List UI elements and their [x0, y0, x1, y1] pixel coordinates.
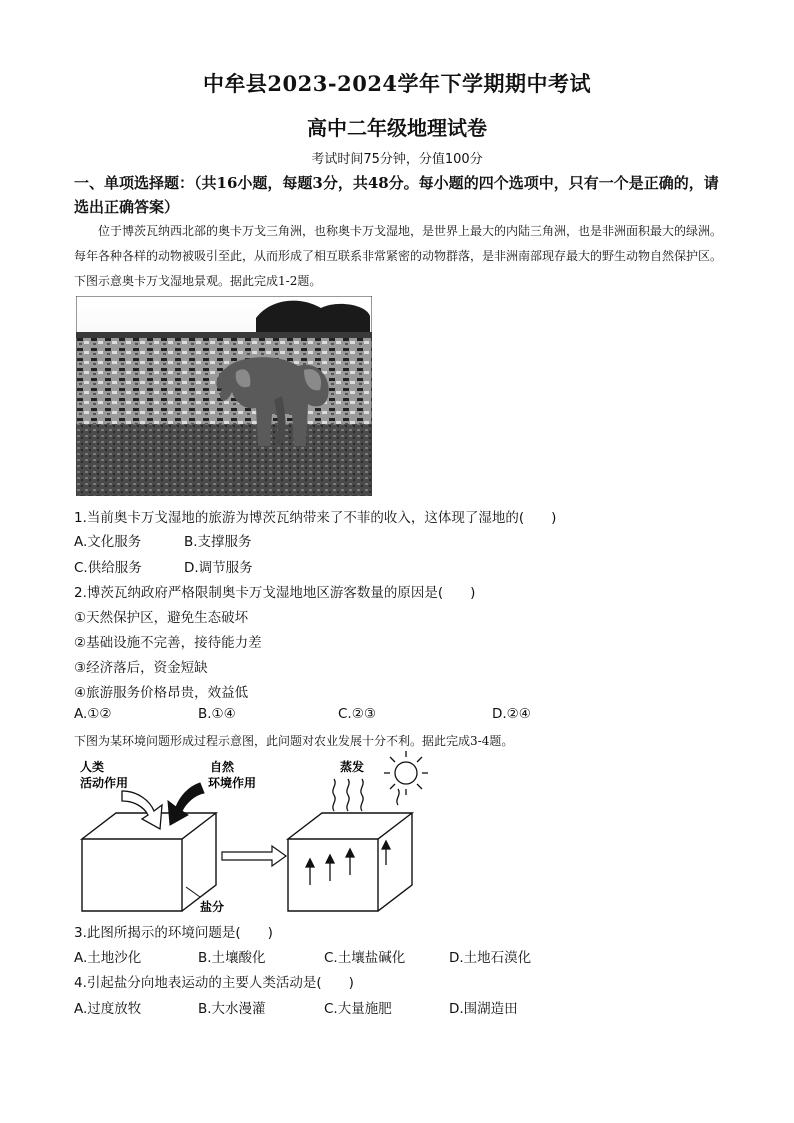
q2-option-a[interactable]: A.①② [74, 706, 112, 722]
q4-option-d[interactable]: D.围湖造田 [449, 1001, 518, 1017]
label-nature-line2: 环境作用 [208, 776, 257, 790]
passage-salinization: 下图为某环境问题形成过程示意图，此问题对农业发展十分不利。据此完成3-4题。 [74, 734, 514, 748]
q2-item-2: ②基础设施不完善，接待能力差 [74, 635, 262, 651]
q1-option-d[interactable]: D.调节服务 [184, 560, 253, 576]
q4-option-b[interactable]: B.大水漫灌 [198, 1001, 266, 1017]
exam-info: 考试时间75分钟，分值100分 [311, 152, 483, 167]
label-nature-line1: 自然 [210, 760, 235, 774]
q2-option-b[interactable]: B.①④ [198, 706, 236, 722]
q1-option-a[interactable]: A.文化服务 [74, 534, 142, 550]
soil-block-before [82, 813, 216, 911]
question-1-stem: 1.当前奥卡万戈湿地的旅游为博茨瓦纳带来了不菲的收入，这体现了湿地的( ) [74, 510, 557, 526]
q4-option-c[interactable]: C.大量施肥 [324, 1001, 392, 1017]
passage-okavango: 位于博茨瓦纳西北部的奥卡万戈三角洲，也称奥卡万戈湿地，是世界上最大的内陆三角洲，也是非洲面积最大的绿洲。每年各种各样的动物被吸引至此，从而形成了相互联系非常紧密的动物群落，是非洲南部现存最大的野生动物自然保护区。下图示意奥卡万戈湿地景观。据此完成1-2题。 [74, 224, 723, 288]
label-human-line2: 活动作用 [80, 776, 129, 790]
q2-item-4: ④旅游服务价格昂贵，效益低 [74, 685, 249, 701]
q2-item-3: ③经济落后，资金短缺 [74, 660, 208, 676]
q1-option-c[interactable]: C.供给服务 [74, 560, 142, 576]
q3-option-b[interactable]: B.土壤酸化 [198, 950, 266, 966]
question-3-stem: 3.此图所揭示的环境问题是( ) [74, 925, 273, 941]
sun-icon [384, 751, 428, 795]
q4-option-a[interactable]: A.过度放牧 [74, 1001, 142, 1017]
section-heading: 一、单项选择题：（共16小题，每题3分，共48分。每小题的四个选项中，只有一个是正确的，请选出正确答案） [74, 174, 719, 216]
transition-arrow [222, 846, 286, 866]
evaporation-lines [333, 779, 399, 811]
wetland-photo [76, 296, 372, 496]
question-4-stem: 4.引起盐分向地表运动的主要人类活动是( ) [74, 975, 354, 991]
q2-item-1: ①天然保护区，避免生态破坏 [74, 610, 249, 626]
label-salt: 盐分 [200, 900, 225, 914]
label-human-line1: 人类 [80, 760, 105, 774]
q3-option-c[interactable]: C.土壤盐碱化 [324, 950, 406, 966]
salinization-diagram [76, 757, 436, 917]
exam-subtitle: 高中二年级地理试卷 [307, 116, 487, 140]
q2-option-c[interactable]: C.②③ [338, 706, 376, 722]
q3-option-a[interactable]: A.土地沙化 [74, 950, 142, 966]
q3-option-d[interactable]: D.土地石漠化 [449, 950, 532, 966]
nature-arrow [168, 783, 204, 825]
q2-option-d[interactable]: D.②④ [492, 706, 531, 722]
human-activity-arrow [122, 791, 162, 829]
question-2-stem: 2.博茨瓦纳政府严格限制奥卡万戈湿地地区游客数量的原因是( ) [74, 585, 476, 601]
label-evaporation: 蒸发 [340, 760, 365, 774]
exam-title: 中牟县2023-2024学年下学期期中考试 [202, 71, 592, 96]
q1-option-b[interactable]: B.支撑服务 [184, 534, 252, 550]
